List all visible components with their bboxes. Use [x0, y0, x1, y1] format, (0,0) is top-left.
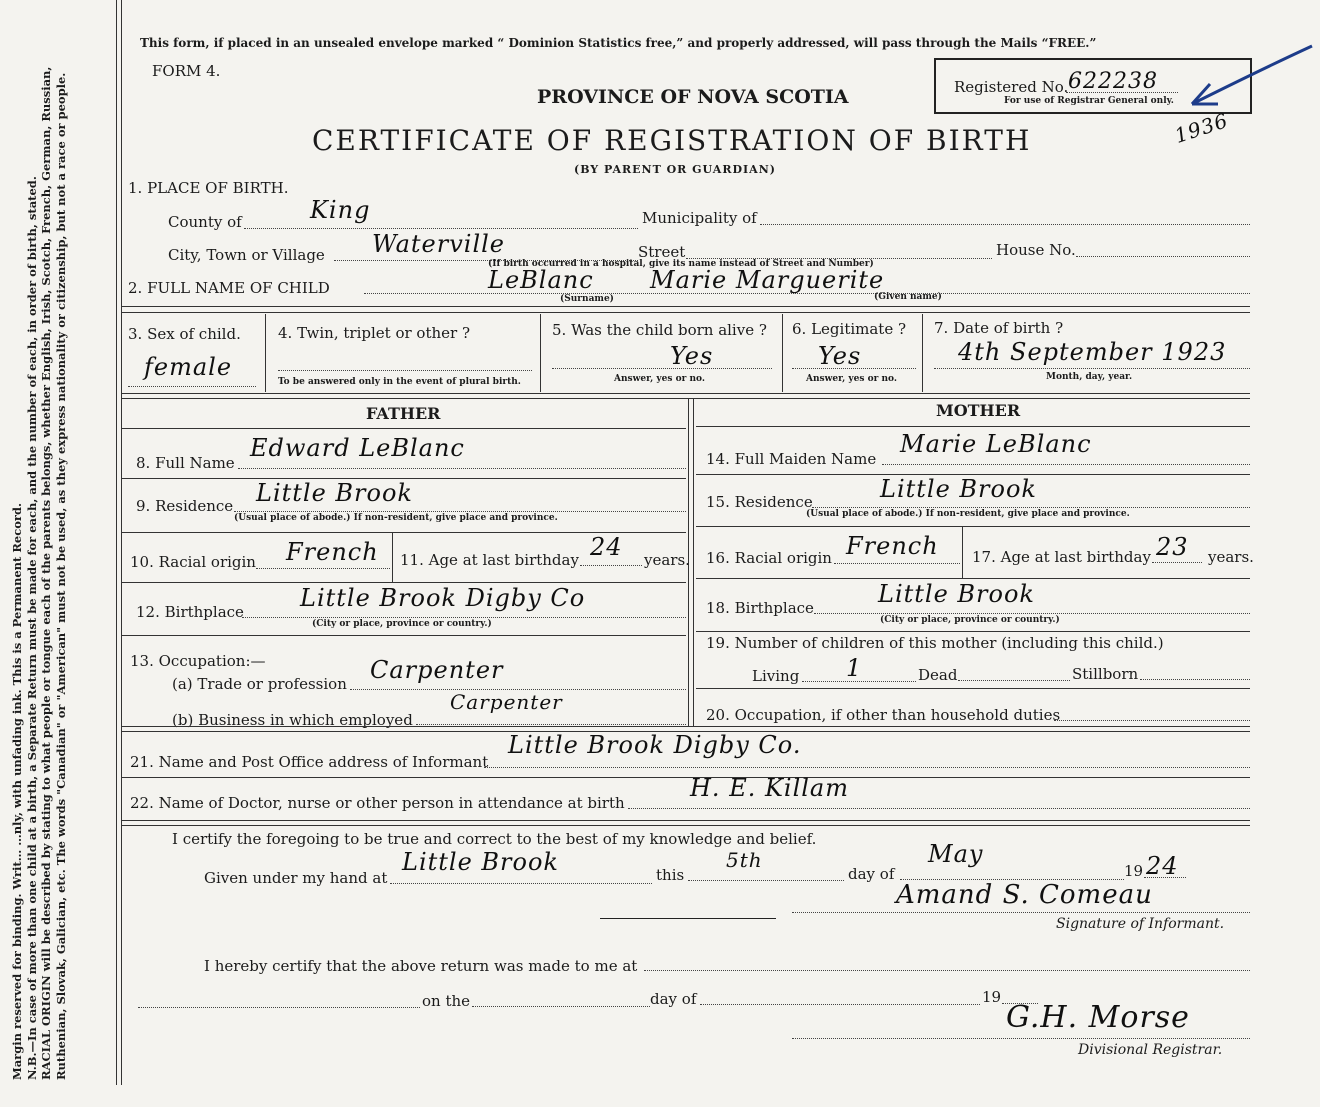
margin-line-2: N.B.—In case of more than one child at a birth, a Separate Return must be made for each, and the number of each, in order of birth, stated.: [24, 176, 39, 1080]
father-age-dots: [580, 565, 642, 566]
registrar-caption: Divisional Registrar.: [1078, 1042, 1223, 1058]
mother-children-label: 19. Number of children of this mother (including this child.): [706, 634, 1164, 652]
province-heading: PROVINCE OF NOVA SCOTIA: [537, 86, 849, 108]
margin-line-3: RACIAL ORIGIN will be described by stating to what people or tongue each of the parents belongs, whether English, Irish, Scotch, French, German, Russian,: [39, 66, 53, 1080]
father-residence-caption: (Usual place of abode.) If non-resident, give place and province.: [234, 513, 558, 523]
mother-residence-value: Little Brook: [880, 475, 1037, 503]
street-label: Street: [638, 243, 686, 261]
municipality-label: Municipality of: [642, 209, 757, 227]
father-years: years.: [644, 551, 690, 569]
mother-heading: MOTHER: [936, 401, 1021, 420]
father-birthplace-dots: [242, 617, 686, 618]
margin-instructions: [10, 0, 68, 1080]
postal-note: This form, if placed in an unsealed envelope marked “ Dominion Statistics free,” and properly addressed, will pass through the Mails “FREE.”: [140, 36, 1097, 50]
rule-b: [122, 393, 1250, 394]
hospital-note: (If birth occurred in a hospital, give its name instead of Street and Number): [488, 259, 874, 269]
margin-rule-2: [121, 0, 122, 1085]
county-label: County of: [168, 213, 242, 231]
county-value: King: [310, 196, 371, 224]
certify-statement: I certify the foregoing to be true and correct to the best of my knowledge and belief.: [172, 830, 817, 848]
year-value: 24: [1146, 852, 1179, 880]
margin-rule: [116, 0, 117, 1085]
child-name-label: 2. FULL NAME OF CHILD: [128, 279, 330, 297]
house-label: House No.: [996, 241, 1076, 259]
father-trade-value: Carpenter: [370, 656, 504, 684]
county-dots: [244, 228, 638, 229]
mother-occupation-label: 20. Occupation, if other than household duties: [706, 706, 1061, 724]
twin-label: 4. Twin, triplet or other ?: [278, 324, 470, 342]
sex-value: female: [144, 353, 233, 381]
form-number: FORM 4.: [152, 62, 221, 80]
pen-arrow-icon: [1170, 40, 1320, 120]
rule-e2: [122, 825, 1250, 826]
informant-label: 21. Name and Post Office address of Informant: [130, 753, 489, 771]
registered-label: Registered No.: [954, 78, 1069, 96]
father-name-label: 8. Full Name: [136, 454, 235, 472]
mother-birthplace-caption: (City or place, province or country.): [880, 615, 1060, 625]
father-age-value: 24: [590, 533, 623, 561]
registrar-place-dots: [644, 970, 1250, 971]
registrar-on-the: on the: [422, 992, 471, 1010]
day-of-label: day of: [848, 865, 895, 883]
father-business-label: (b) Business in which employed: [172, 711, 413, 729]
mother-birthplace-dots: [814, 613, 1250, 614]
rule-a2: [122, 312, 1250, 313]
given-label: Given under my hand at: [204, 869, 388, 887]
rule-c: [122, 726, 1250, 727]
sex-label: 3. Sex of child.: [128, 325, 241, 343]
city-label: City, Town or Village: [168, 246, 325, 264]
rule-m1: [696, 426, 1250, 427]
signature-blank-line: [600, 918, 776, 919]
father-occupation-label: 13. Occupation:—: [130, 652, 266, 670]
city-value: Waterville: [372, 230, 505, 258]
given-caption: (Given name): [874, 292, 942, 302]
child-surname-value: LeBlanc: [488, 266, 594, 294]
margin-line-1: Margin reserved for binding. Writ… …nly, with unfading ink. This is a Permanent Record.: [10, 502, 24, 1080]
mother-name-dots: [882, 464, 1250, 465]
rule-m5: [696, 631, 1250, 632]
this-label: this: [656, 866, 685, 884]
divider-4: [540, 314, 541, 392]
mother-occupation-dots: [1054, 720, 1250, 721]
rule-m6: [696, 688, 1250, 689]
legit-dots: [792, 368, 916, 369]
dead-label: Dead: [918, 666, 958, 684]
doctor-label: 22. Name of Doctor, nurse or other person in attendance at birth: [130, 794, 625, 812]
father-racial-value: French: [286, 538, 379, 566]
rule-e: [122, 820, 1250, 821]
living-value: 1: [846, 654, 863, 682]
registrar-signature-dots: [792, 1038, 1250, 1039]
mother-age-divider: [962, 526, 963, 578]
dob-label: 7. Date of birth ?: [934, 319, 1064, 337]
alive-caption: Answer, yes or no.: [614, 374, 705, 384]
rule-f5: [122, 635, 686, 636]
father-business-value: Carpenter: [450, 690, 563, 714]
legit-value: Yes: [818, 342, 862, 370]
father-name-dots: [238, 468, 686, 469]
registrar-day-dots: [472, 1006, 650, 1007]
twin-note: To be answered only in the event of plural birth.: [278, 377, 521, 387]
alive-value: Yes: [670, 342, 714, 370]
mother-name-label: 14. Full Maiden Name: [706, 450, 877, 468]
rule-b2: [122, 398, 1250, 399]
living-label: Living: [752, 667, 800, 685]
divider-3: [265, 314, 266, 392]
father-name-value: Edward LeBlanc: [250, 434, 465, 462]
registered-dots: [1066, 92, 1178, 93]
month-value: May: [928, 840, 984, 868]
legit-label: 6. Legitimate ?: [792, 320, 907, 338]
given-place-value: Little Brook: [402, 848, 559, 876]
mother-residence-dots: [812, 507, 1250, 508]
dob-caption: Month, day, year.: [1046, 372, 1133, 382]
father-birthplace-label: 12. Birthplace: [136, 603, 244, 621]
father-birthplace-value: Little Brook Digby Co: [300, 584, 586, 612]
this-dots: [688, 880, 844, 881]
registrar-day-of: day of: [650, 990, 697, 1008]
surname-caption: (Surname): [560, 294, 614, 304]
house-dots: [1076, 256, 1250, 257]
informant-dots: [484, 767, 1250, 768]
alive-label: 5. Was the child born alive ?: [552, 321, 767, 339]
certificate-title: CERTIFICATE OF REGISTRATION OF BIRTH: [312, 124, 1032, 157]
mother-residence-caption: (Usual place of abode.) If non-resident, give place and province.: [806, 509, 1130, 519]
child-given-value: Marie Marguerite: [650, 266, 885, 294]
mother-age-dots: [1152, 562, 1202, 563]
father-age-label: 11. Age at last birthday: [400, 551, 579, 569]
registrar-use-note: For use of Registrar General only.: [1004, 96, 1174, 106]
twin-dots: [278, 370, 532, 371]
stillborn-dots: [1140, 679, 1250, 680]
parents-divider-2: [693, 398, 694, 726]
day-value: 5th: [726, 848, 763, 872]
registrar-year-prefix: 19: [982, 988, 1002, 1006]
mother-birthplace-label: 18. Birthplace: [706, 599, 814, 617]
municipality-dots: [760, 224, 1250, 225]
father-birthplace-caption: (City or place, province or country.): [312, 619, 492, 629]
divider-5: [782, 314, 783, 392]
rule-m3: [696, 526, 1250, 527]
place-of-birth-label: 1. PLACE OF BIRTH.: [128, 179, 289, 197]
mother-years: years.: [1208, 548, 1254, 566]
dob-value: 4th September 1923: [958, 338, 1227, 366]
informant-value: Little Brook Digby Co.: [508, 731, 802, 759]
mother-racial-dots: [834, 563, 960, 564]
rule-f1: [122, 428, 686, 429]
informant-signature-dots: [792, 912, 1250, 913]
father-racial-label: 10. Racial origin: [130, 553, 256, 571]
father-residence-dots: [234, 511, 686, 512]
registered-value: 622238: [1068, 69, 1158, 94]
sex-dots: [128, 386, 256, 387]
stillborn-label: Stillborn: [1072, 665, 1139, 683]
father-heading: FATHER: [366, 404, 441, 423]
legit-caption: Answer, yes or no.: [806, 374, 897, 384]
divider-6: [922, 314, 923, 392]
doctor-dots: [628, 808, 1250, 809]
dob-dots: [934, 368, 1250, 369]
doctor-value: H. E. Killam: [690, 774, 849, 802]
rule-m4: [696, 578, 1250, 579]
father-age-divider: [392, 532, 393, 582]
rule-a: [122, 306, 1250, 307]
father-trade-label: (a) Trade or profession: [172, 675, 347, 693]
year-stamp: 1936: [1171, 108, 1232, 148]
registrar-signature: G.H. Morse: [1006, 1000, 1190, 1035]
mother-racial-label: 16. Racial origin: [706, 549, 832, 567]
informant-signature: Amand S. Comeau: [896, 880, 1153, 910]
father-residence-label: 9. Residence: [136, 497, 234, 515]
mother-age-label: 17. Age at last birthday: [972, 548, 1151, 566]
year-prefix: 19: [1124, 862, 1144, 880]
margin-line-4: Ruthenian, Slovak, Galician, etc. The words "Canadian" or "American" must not be used, as they express nationality or citizenship, but not a race or people.: [53, 72, 68, 1080]
mother-name-value: Marie LeBlanc: [900, 430, 1092, 458]
mother-birthplace-value: Little Brook: [878, 580, 1035, 608]
alive-dots: [552, 368, 772, 369]
registrar-month-dots: [700, 1004, 980, 1005]
dead-dots: [958, 680, 1070, 681]
given-dots: [390, 883, 652, 884]
father-business-dots: [416, 724, 686, 725]
rule-d: [122, 777, 1250, 778]
mother-racial-value: French: [846, 532, 939, 560]
informant-signature-caption: Signature of Informant.: [1056, 916, 1225, 932]
registrar-pre-dots: [138, 1007, 420, 1008]
mother-residence-label: 15. Residence: [706, 493, 813, 511]
mother-age-value: 23: [1156, 533, 1189, 561]
rule-f4: [122, 582, 686, 583]
father-racial-dots: [256, 568, 390, 569]
father-residence-value: Little Brook: [256, 479, 413, 507]
certificate-subtitle: (BY PARENT OR GUARDIAN): [574, 163, 776, 176]
registrar-statement: I hereby certify that the above return was made to me at: [204, 957, 638, 975]
